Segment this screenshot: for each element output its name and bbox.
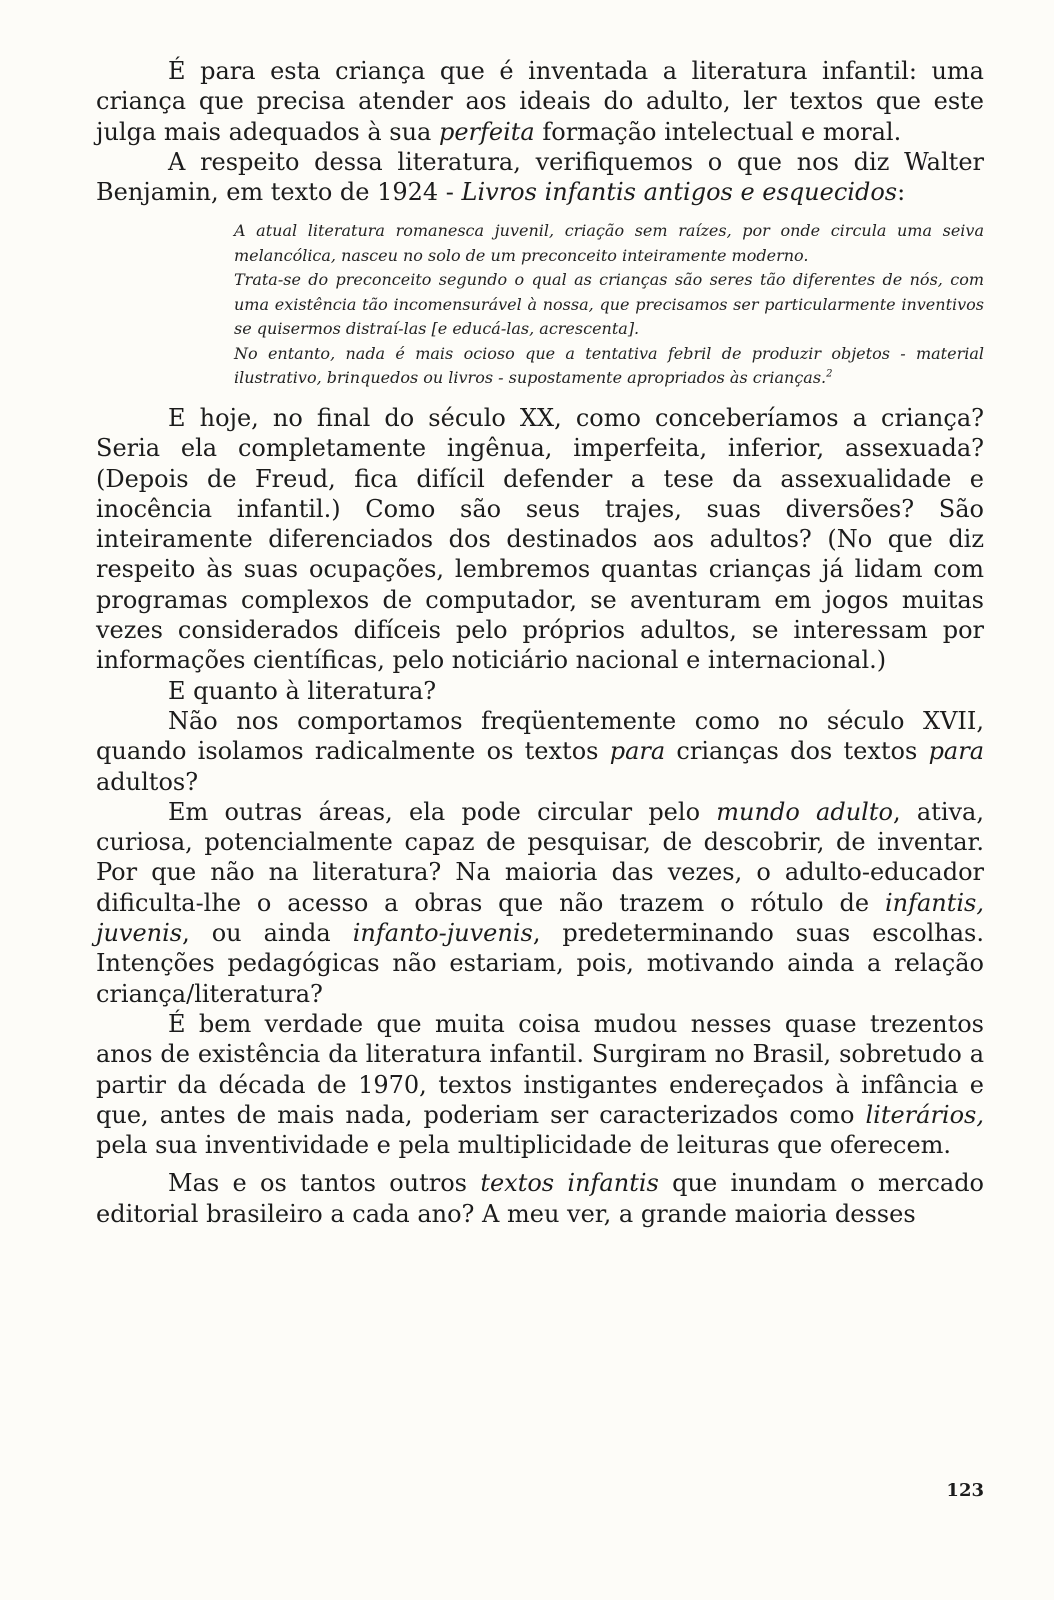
quote-paragraph-3 <box>234 342 984 391</box>
text-run: formação intelectual e moral. <box>534 117 902 146</box>
text-run: adultos? <box>96 767 199 796</box>
text-run: Em outras áreas, ela pode circular pelo <box>168 797 717 826</box>
emphasis: infantis, juvenis <box>96 888 984 948</box>
emphasis: Livros infantis antigos e esquecidos <box>461 178 898 207</box>
paragraph-8 <box>96 1168 984 1229</box>
text-run: , ou ainda <box>182 919 353 948</box>
emphasis: literários, <box>865 1100 984 1129</box>
quote-paragraph-1: A atual literatura romanesca juvenil, criação sem raízes, por onde circula uma seiva melancólica, nasceu no solo de um preconceito inteiramente moderno. <box>234 221 984 265</box>
footnote-marker: 2 <box>826 369 833 381</box>
quote-paragraph-2: Trata-se do preconceito segundo o qual as crianças são seres tão diferentes de nós, com uma existência tão incomensurável à nossa, que precisamos ser particularmente inventivos se quisermos distraí-las [e educá-las, acrescenta]. <box>234 270 984 339</box>
text-run: , predeterminando suas escolhas. Intenções pedagógicas não estariam, pois, motivando ainda a relação criança/literatura? <box>96 919 984 1008</box>
text-run: que inundam o mercado editorial brasileiro a cada ano? A meu ver, a grande maioria desses <box>96 1169 985 1228</box>
paragraph-3: E hoje, no final do século XX, como conceberíamos a criança? Seria ela completamente ingênua, imperfeita, inferior, assexuada? (Depois de Freud, fica difícil defender a tese da assexualidade e inocência infantil.) Como são seus trajes, suas diversões? São inteiramente diferenciados dos destinados aos adultos? (No que diz respeito às suas ocupações, lembremos quantas crianças já lidam com programas complexos de computador, se aventuram em jogos muitas vezes considerados difíceis pelo próprios adultos, se interessam por informações científicas, pelo noticiário nacional e internacional.) <box>96 403 984 675</box>
paragraph-4: E quanto à literatura? <box>168 676 437 705</box>
page-number: 123 <box>946 1480 984 1501</box>
page-body <box>96 56 984 1229</box>
block-quote <box>234 219 984 391</box>
emphasis: para <box>609 737 666 766</box>
text-run: Não nos comportamos freqüentemente como no século XVII, quando isolamos radicalmente os textos <box>96 706 984 766</box>
text-run: crianças dos textos <box>665 737 929 766</box>
paragraph-5 <box>96 706 984 797</box>
paragraph-6 <box>96 797 984 1009</box>
text-run: É para esta criança que é inventada a literatura infantil: uma criança que precisa atender aos ideais do adulto, ler textos que este julga mais adequados à sua <box>96 57 984 146</box>
text-run: : <box>897 178 906 207</box>
text-run: A respeito dessa literatura, verifiquemos o que nos diz Walter Benjamin, em texto de 1924 - <box>96 147 984 207</box>
emphasis: para <box>928 737 985 766</box>
paragraph-1 <box>96 56 984 147</box>
text-run: , ativa, curiosa, potencialmente capaz de pesquisar, de descobrir, de inventar. Por que não na literatura? Na maioria das vezes, o adulto-educador dificulta-lhe o acesso a obras que não trazem o rótulo de <box>96 797 984 917</box>
emphasis: perfeita <box>438 117 535 146</box>
paragraph-7 <box>96 1009 984 1160</box>
text-run: Mas e os tantos outros <box>168 1169 481 1198</box>
text-run: É bem verdade que muita coisa mudou nesses quase trezentos anos de existência da literatura infantil. Surgiram no Brasil, sobretudo a partir da década de 1970, textos instigantes endereçados à infância e que, antes de mais nada, poderiam ser caracterizados como <box>96 1009 984 1129</box>
emphasis: infanto-juvenis <box>352 919 533 948</box>
emphasis: mundo adulto <box>716 797 893 826</box>
emphasis: textos infantis <box>480 1169 659 1198</box>
paragraph-2 <box>96 147 984 208</box>
text-run: pela sua inventividade e pela multiplicidade de leituras que oferecem. <box>96 1131 952 1160</box>
text-run: No entanto, nada é mais ocioso que a tentativa febril de produzir objetos - material ilustrativo, brinquedos ou livros - supostamente apropriados às crianças. <box>234 343 984 388</box>
